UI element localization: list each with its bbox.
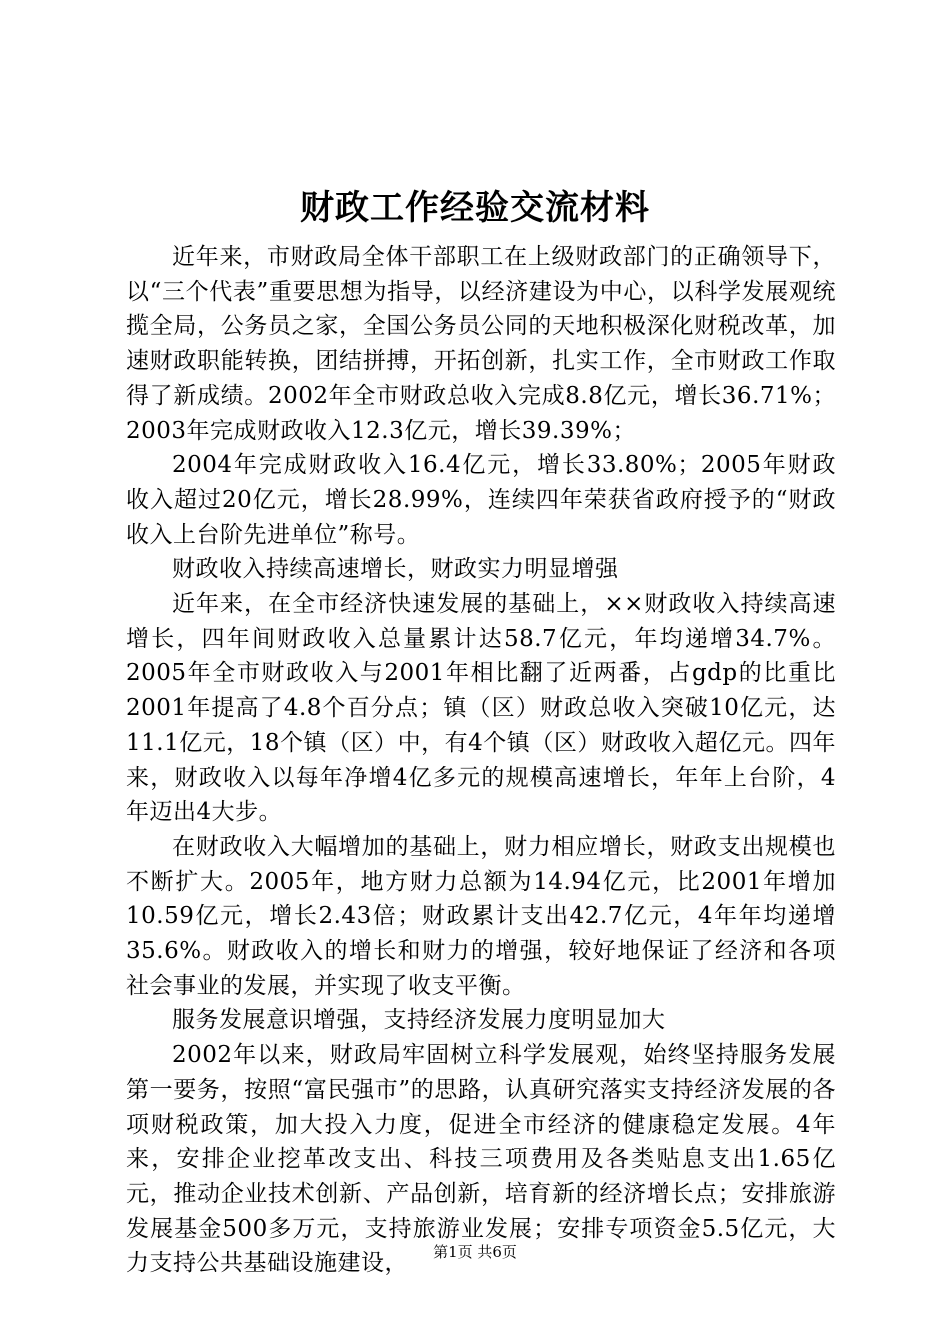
section-heading-service-development: 服务发展意识增强，支持经济发展力度明显加大: [172, 1007, 666, 1034]
document-title: 财政工作经验交流材料: [300, 188, 650, 228]
section-heading-revenue-growth: 财政收入持续高速增长，财政实力明显增强: [172, 556, 619, 583]
page-number-footer: 第1页 共6页: [433, 1243, 517, 1261]
paragraph-service-development: 2002年以来，财政局牢固树立科学发展观，始终坚持服务发展第一要务，按照“富民强市”的思路，认真研究落实支持经济发展的各项财税政策，加大投入力度，促进全市经济的健康稳定发展。4年来，安排企业挖革改支出、科技三项费用及各类贴息支出1.65亿元，推动企业技术创新、产品创新，培育新的经济增长点；安排旅游发展基金500多万元，支持旅游业发展；安排专项资金5.5亿元，大力支持公共基础设施建设，: [126, 1042, 836, 1277]
paragraph-revenue-2004-2005: 2004年完成财政收入16.4亿元，增长33.80%；2005年财政收入超过20亿元，增长28.99%，连续四年荣获省政府授予的“财政收入上台阶先进单位”称号。: [126, 452, 836, 548]
paragraph-intro: 近年来，市财政局全体干部职工在上级财政部门的正确领导下，以“三个代表”重要思想为指导，以经济建设为中心，以科学发展观统揽全局，公务员之家，全国公务员公同的天地积极深化财税改革，加速财政职能转换，团结拼搏，开拓创新，扎实工作，全市财政工作取得了新成绩。2002年全市财政总收入完成8.8亿元，增长36.71%；2003年完成财政收入12.3亿元，增长39.39%；: [126, 244, 836, 444]
paragraph-revenue-growth: 近年来，在全市经济快速发展的基础上，××财政收入持续高速增长，四年间财政收入总量累计达58.7亿元，年均递增34.7%。2005年全市财政收入与2001年相比翻了近两番，占gdp的比重比2001年提高了4.8个百分点；镇（区）财政总收入突破10亿元，达11.1亿元，18个镇（区）中，有4个镇（区）财政收入超亿元。四年来，财政收入以每年净增4亿多元的规模高速增长，年年上台阶，4年迈出4大步。: [126, 591, 836, 826]
paragraph-fiscal-expenditure: 在财政收入大幅增加的基础上，财力相应增长，财政支出规模也不断扩大。2005年，地方财力总额为14.94亿元，比2001年增加10.59亿元，增长2.43倍；财政累计支出42.7亿元，4年年均递增35.6%。财政收入的增长和财力的增强，较好地保证了经济和各项社会事业的发展，并实现了收支平衡。: [126, 833, 836, 999]
document-body: [126, 240, 836, 1281]
